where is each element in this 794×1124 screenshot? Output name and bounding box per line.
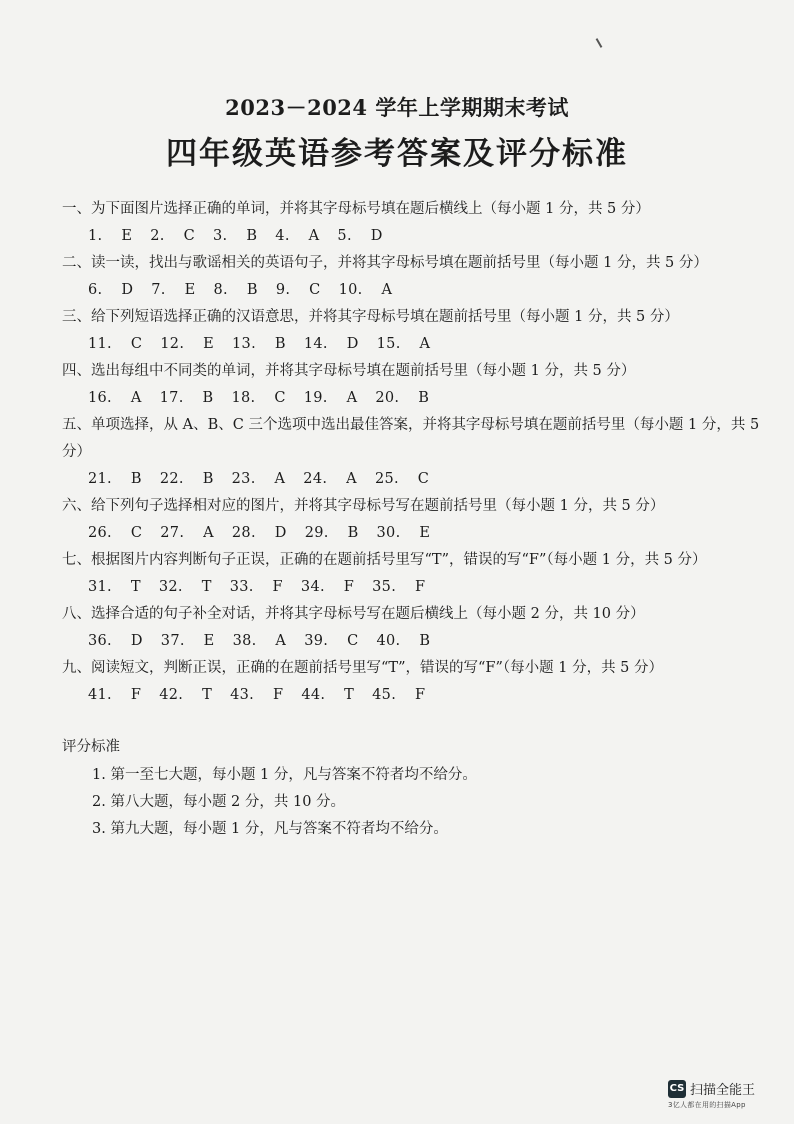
answer-item: 24. A	[303, 471, 357, 487]
section-7	[62, 547, 762, 601]
answer-item: 18. C	[231, 390, 286, 406]
section-6	[62, 493, 762, 547]
answer-item: 31. T	[88, 579, 141, 595]
watermark-tagline: 3亿人都在用的扫描App	[668, 1101, 746, 1109]
section-question: 七、根据图片内容判断句子正误，正确的在题前括号里写“T”，错误的写“F”（每小题 1 分，共 5 分）	[62, 552, 707, 568]
answer-item: 39. C	[304, 633, 359, 649]
section-4	[62, 358, 762, 412]
scoring-item: 1. 第一至七大题，每小题 1 分，凡与答案不符者均不给分。	[92, 767, 477, 783]
answer-item: 13. B	[232, 336, 286, 352]
scan-speck	[596, 38, 603, 48]
answer-item: 32. T	[158, 579, 212, 595]
answer-item: 40. B	[376, 633, 431, 649]
scanner-watermark	[668, 1078, 778, 1110]
document-title: 四年级英语参考答案及评分标准	[166, 136, 628, 172]
section-question: 四、选出每组中不同类的单词，并将其字母标号填在题前括号里（每小题 1 分，共 5 分）	[62, 363, 636, 379]
scoring-title: 评分标准	[62, 739, 120, 755]
section-question: 九、阅读短文，判断正误，正确的在题前括号里写“T”，错误的写“F”（每小题 1 分，共 5 分）	[62, 660, 664, 676]
answer-item: 27. A	[160, 525, 214, 541]
section-answers	[62, 385, 762, 412]
section-2	[62, 250, 762, 304]
section-answers	[62, 520, 762, 547]
answer-sections	[62, 196, 762, 709]
section-answers	[62, 682, 762, 709]
answer-item: 2. C	[150, 228, 195, 244]
section-1	[62, 196, 762, 250]
answer-item: 6. D	[88, 282, 134, 298]
answer-item: 44. T	[301, 687, 355, 703]
answer-item: 11. C	[88, 336, 143, 352]
section-question: 三、给下列短语选择正确的汉语意思，并将其字母标号填在题前括号里（每小题 1 分，共 5 分）	[62, 309, 679, 325]
answer-item: 19. A	[303, 390, 358, 406]
answer-item: 21. B	[88, 471, 142, 487]
answer-item: 22. B	[159, 471, 214, 487]
answer-item: 16. A	[88, 390, 142, 406]
section-9	[62, 655, 762, 709]
answer-item: 5. D	[337, 228, 383, 244]
section-question: 五、单项选择，从 A、B、C 三个选项中选出最佳答案，并将其字母标号填在题前括号里（每小题 1 分，共 5 分）	[62, 417, 760, 460]
section-3	[62, 304, 762, 358]
answer-item: 15. A	[376, 336, 431, 352]
scoring-item: 2. 第八大题，每小题 2 分，共 10 分。	[92, 794, 346, 810]
answer-item: 37. E	[160, 633, 215, 649]
answer-item: 8. B	[213, 282, 258, 298]
answer-item: 25. C	[374, 471, 430, 487]
section-answers	[62, 466, 762, 493]
answer-item: 34. F	[300, 579, 355, 595]
answer-item: 36. D	[88, 633, 143, 649]
section-question: 二、读一读，找出与歌谣相关的英语句子，并将其字母标号填在题前括号里（每小题 1 分，共 5 分）	[62, 255, 708, 271]
scoring-list	[92, 762, 477, 843]
answer-item: 14. D	[303, 336, 359, 352]
section-answers	[62, 223, 762, 250]
section-answers	[62, 574, 762, 601]
answer-item: 23. A	[231, 471, 286, 487]
answer-item: 9. C	[275, 282, 321, 298]
answer-item: 41. F	[88, 687, 142, 703]
section-answers	[62, 331, 762, 358]
section-question: 八、选择合适的句子补全对话，并将其字母标号写在题后横线上（每小题 2 分，共 10 分）	[62, 606, 645, 622]
section-5	[62, 412, 762, 493]
answer-item: 43. F	[230, 687, 284, 703]
answer-item: 38. A	[232, 633, 287, 649]
answer-item: 45. F	[372, 687, 426, 703]
scoring-item: 3. 第九大题，每小题 1 分，凡与答案不符者均不给分。	[92, 821, 448, 837]
answer-item: 35. F	[372, 579, 426, 595]
answer-item: 7. E	[151, 282, 196, 298]
section-8	[62, 601, 762, 655]
section-question: 一、为下面图片选择正确的单词，并将其字母标号填在题后横线上（每小题 1 分，共 5 分）	[62, 201, 650, 217]
section-question: 六、给下列句子选择相对应的图片，并将其字母标号写在题前括号里（每小题 1 分，共 5 分）	[62, 498, 665, 514]
section-answers	[62, 628, 762, 655]
answer-item: 1. E	[88, 228, 133, 244]
exam-title: 2023－2024 学年上学期期末考试	[225, 95, 569, 120]
answer-item: 17. B	[159, 390, 214, 406]
answer-item: 26. C	[88, 525, 143, 541]
answer-item: 20. B	[375, 390, 430, 406]
answer-item: 10. A	[338, 282, 393, 298]
section-answers	[62, 277, 762, 304]
answer-item: 29. B	[304, 525, 359, 541]
answer-item: 28. D	[231, 525, 287, 541]
camscanner-logo-icon: CS	[668, 1080, 686, 1098]
answer-item: 3. B	[212, 228, 258, 244]
answer-item: 12. E	[160, 336, 215, 352]
answer-item: 33. F	[229, 579, 283, 595]
answer-item: 30. E	[376, 525, 431, 541]
answer-item: 42. T	[159, 687, 213, 703]
watermark-app-name: 扫描全能王	[690, 1083, 756, 1098]
answer-item: 4. A	[275, 228, 320, 244]
